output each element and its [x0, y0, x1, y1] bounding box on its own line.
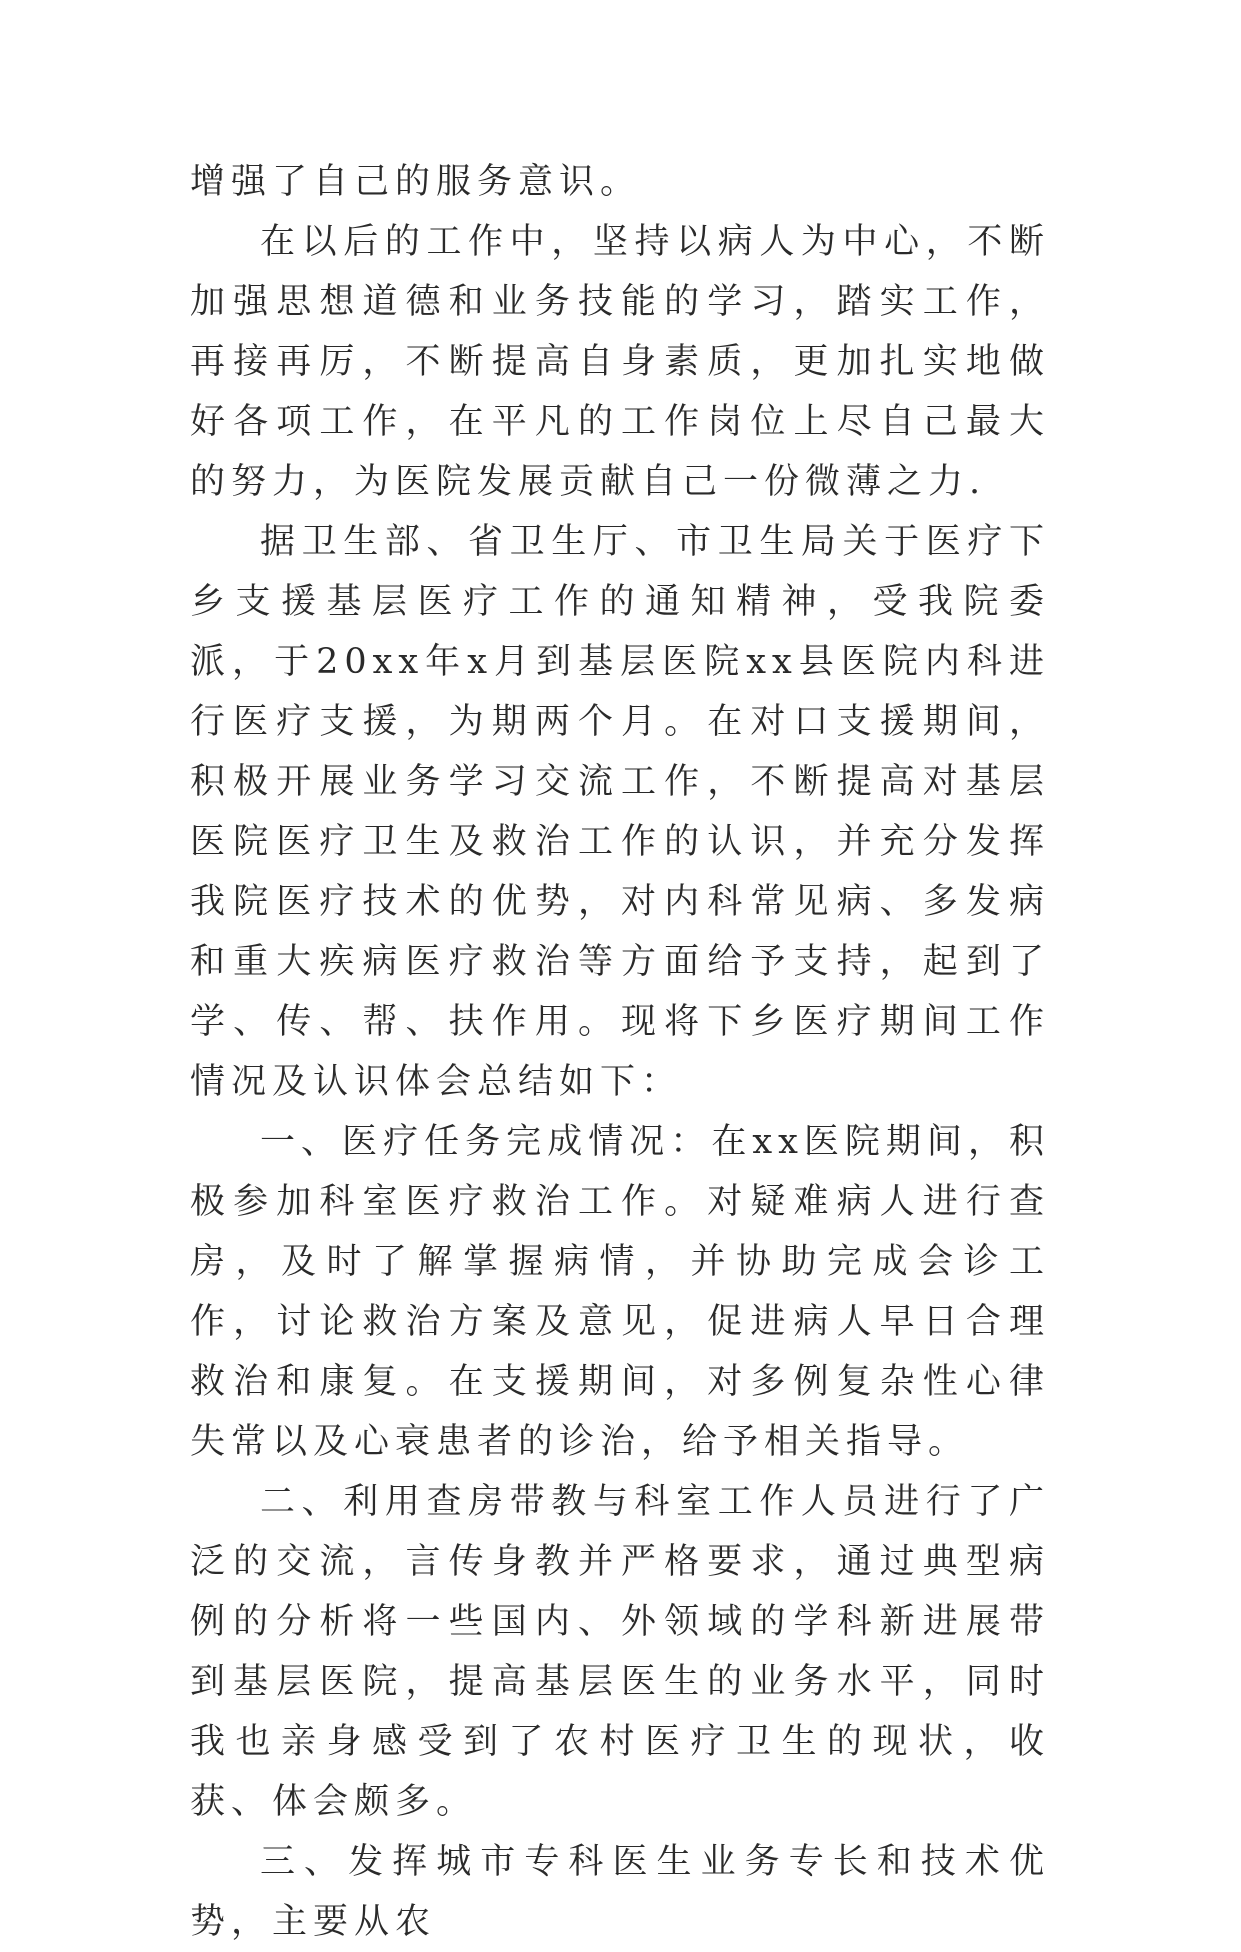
paragraph-section-one: 一、医疗任务完成情况：在xx医院期间，积极参加科室医疗救治工作。对疑难病人进行查房，及时了解掌握病情，并协助完成会诊工作，讨论救治方案及意见，促进病人早日合理救治和康复。在支援期间，对多例复杂性心律失常以及心衰患者的诊治，给予相关指导。	[190, 1122, 1050, 1462]
paragraph-support-intro: 据卫生部、省卫生厅、市卫生局关于医疗下乡支援基层医疗工作的通知精神，受我院委派，于20xx年x月到基层医院xx县医院内科进行医疗支援，为期两个月。在对口支援期间，积极开展业务学习交流工作，不断提高对基层医院医疗卫生及救治工作的认识，并充分发挥我院医疗技术的优势，对内科常见病、多发病和重大疾病医疗救治等方面给予支持，起到了学、传、帮、扶作用。现将下乡医疗期间工作情况及认识体会总结如下：	[190, 522, 1050, 1102]
document-body	[190, 152, 1050, 1952]
paragraph-continuation: 增强了自己的服务意识。	[190, 162, 642, 202]
paragraph-section-three: 三、发挥城市专科医生业务专长和技术优势，主要从农	[190, 1842, 1050, 1942]
paragraph-future-work: 在以后的工作中，坚持以病人为中心，不断加强思想道德和业务技能的学习，踏实工作，再接再厉，不断提高自身素质，更加扎实地做好各项工作，在平凡的工作岗位上尽自己最大的努力，为医院发展贡献自己一份微薄之力.	[190, 222, 1050, 502]
paragraph-section-two: 二、利用查房带教与科室工作人员进行了广泛的交流，言传身教并严格要求，通过典型病例的分析将一些国内、外领域的学科新进展带到基层医院，提高基层医生的业务水平，同时我也亲身感受到了农村医疗卫生的现状，收获、体会颇多。	[190, 1482, 1050, 1822]
